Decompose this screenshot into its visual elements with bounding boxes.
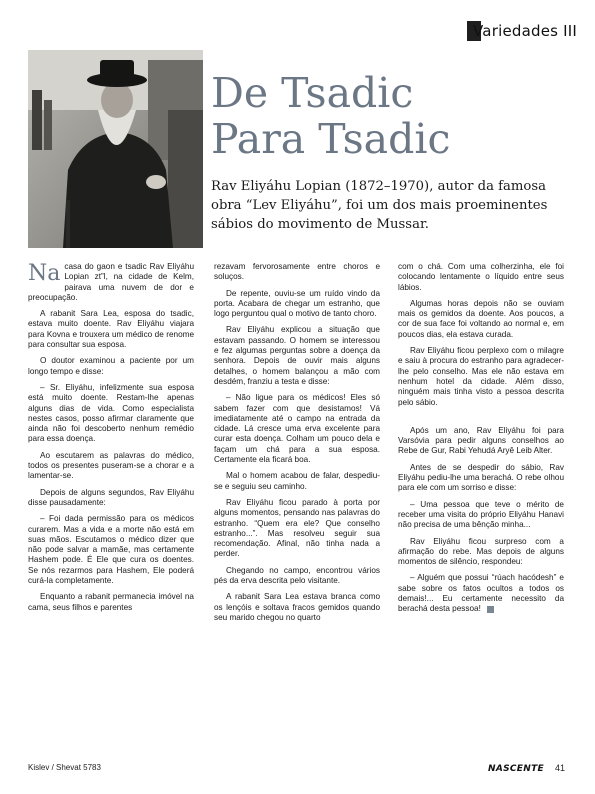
body-column-2 (214, 262, 380, 629)
paragraph: rezavam fervorosamente entre choros e soluços. (214, 262, 380, 282)
paragraph: – Foi dada permissão para os médicos curarem. Mas a vida e a morte não está em suas mãos. Escutamos o médico dizer que não pode salvar a mamãe, mas certamente Hashem pode. É Ele que cura os doentes. Se nós rezarmos para Hashem, Ele poderá curá-la completamente. (28, 514, 194, 586)
paragraph: Rav Eliyáhu ficou perplexo com o milagre e saiu à procura do estranho para agradecer-lhe pelo conselho. Mas ele não estava em nenhum hotel da cidade. Além disso, ninguém mais tinha visto a pessoa descrita pelo sábio. (398, 346, 564, 407)
paragraph: Antes de se despedir do sábio, Rav Eliyáhu pediu-lhe uma berachá. O rebe olhou para ele com um sorriso e disse: (398, 462, 564, 493)
body-column-1 (28, 262, 194, 619)
paragraph: – Uma pessoa que teve o mérito de receber uma visita do próprio Eliyáhu Hanavi não precisa de uma bênção minha... (398, 499, 564, 530)
magazine-logo: NASCENTE (488, 764, 544, 774)
paragraph: Mal o homem acabou de falar, despediu-se e seguiu seu caminho. (214, 471, 380, 491)
paragraph: O doutor examinou a paciente por um longo tempo e disse: (28, 356, 194, 376)
paragraph: Chegando no campo, encontrou vários pés da erva descrita pelo visitante. (214, 565, 380, 586)
drop-cap: Na (28, 261, 61, 286)
article-title-line-2: Para Tsadic (211, 115, 451, 163)
paragraph: A rabanit Sara Lea, esposa do tsadic, estava muito doente. Rav Eliyáhu viajara para Kovna e trouxera um médico de renome para consultar sua esposa. (28, 309, 194, 350)
page-number: 41 (554, 763, 565, 773)
body-column-3 (398, 262, 564, 621)
paragraph: Enquanto a rabanit permanecia imóvel na cama, seus filhos e parentes (28, 592, 194, 612)
paragraph: A rabanit Sara Lea estava branca como os lençóis e soltava fracos gemidos quando seu marido chegou no quarto (214, 592, 380, 622)
paragraph: Rav Eliyáhu ficou parado à porta por alguns momentos, pensando nas palavras do estranho. “Quem era ele? Que conselho estranho...”. Mas resolveu seguir sua recomendação. Afinal, não tinha nada a perder. (214, 497, 380, 559)
rabbi-portrait-photo (28, 50, 203, 248)
article-lead: Rav Eliyáhu Lopian (1872–1970), autor da famosa obra “Lev Eliyáhu”, foi um dos mais proeminentes sábios do movimento de Mussar. (211, 179, 548, 232)
paragraph: Rav Eliyáhu explicou a situação que estavam passando. O homem se interessou e fez algumas perguntas sobre a doença da senhora. Depois de ouvir mais alguns detalhes, o homem balançou a mão com desdém, franziu a testa e disse: (214, 325, 380, 386)
article-title (211, 70, 581, 162)
paragraph: Depois de alguns segundos, Rav Eliyáhu disse pausadamente: (28, 487, 194, 507)
paragraph: Na casa do gaon e tsadic Rav Eliyáhu Lopian zt”l, na cidade de Kelm, pairava uma nuvem de dor e preocupação. (28, 261, 194, 302)
paragraph: – Não ligue para os médicos! Eles só sabem fazer com que desistamos! Vá imediatamente até o campo na entrada da cidade. Lá cresce uma erva excelente para curar esta doença. Colham um pouco dela e façam um chá para a sua esposa. Certamente ela ficará boa. (214, 393, 380, 465)
issue-date: Kislev / Shevat 5783 (28, 763, 101, 772)
paragraph: De repente, ouviu-se um ruído vindo da porta. Acabara de chegar um estranho, que logo perguntou qual o motivo de tanto choro. (214, 288, 380, 319)
paragraph: – Sr. Eliyáhu, infelizmente sua esposa está muito doente. Restam-lhe apenas alguns dias de vida. Como especialista nestes casos, posso afirmar claramente que ainda não foi descoberto nenhum remédio para essa doença. (28, 382, 194, 444)
end-of-article-square (487, 606, 494, 613)
paragraph: – Alguém que possui “rúach hacódesh” e sabe sobre os fatos ocultos a todos os demais!... Eu certamente necessito da berachá desta pessoa! (398, 573, 564, 614)
section-title: Variedades III (473, 22, 577, 40)
paragraph: Após um ano, Rav Eliyáhu foi para Varsóvia para pedir alguns conselhos ao Rebe de Gur, Rabi Yehudá Aryê Leib Alter. (398, 425, 564, 456)
paragraph: Rav Eliyáhu ficou surpreso com a afirmação do rebe. Mas depois de alguns momentos de silêncio, respondeu: (398, 536, 564, 567)
paragraph: Algumas horas depois não se ouviam mais os gemidos da doente. Aos poucos, a cor de sua face foi voltando ao normal e, em poucos dias, ela estava curada. (398, 298, 564, 339)
article-title-line-1: De Tsadic (211, 69, 414, 117)
paragraph: com o chá. Com uma colherzinha, ele foi colocando lentamente o líquido entre seus lábios. (398, 262, 564, 292)
paragraph: Ao escutarem as palavras do médico, todos os presentes puseram-se a chorar e a lamentar-se. (28, 450, 194, 481)
section-header (467, 20, 577, 42)
